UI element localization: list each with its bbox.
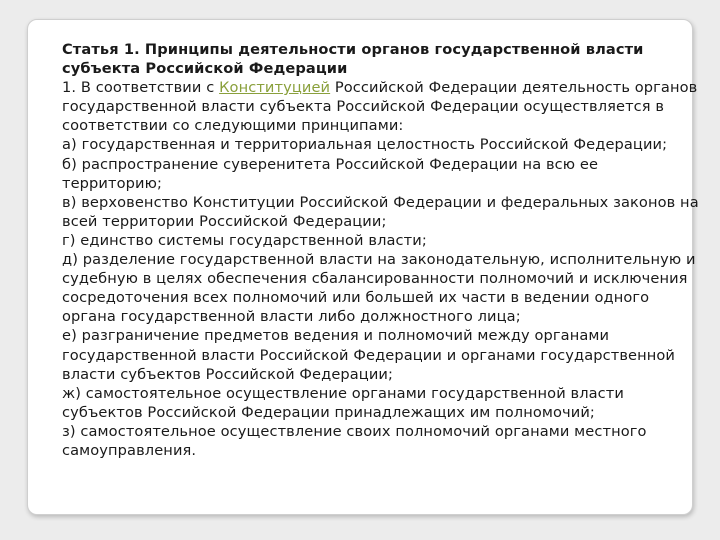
intro-paragraph xyxy=(62,78,702,135)
principle-item-v: в) верховенство Конституции Российской Федерации и федеральных законов на всей территории Российской Федерации; xyxy=(62,193,699,230)
constitution-link[interactable]: Конституцией xyxy=(219,79,331,97)
principle-item-e: е) разграничение предметов ведения и полномочий между органами государственной власти Российской Федерации и органами государственной власти субъектов Российской Федерации; xyxy=(62,327,676,383)
principle-item-g: г) единство системы государственной власти; xyxy=(62,231,427,249)
principle-item-zh: ж) самостоятельное осуществление органами государственной власти субъектов Российской Федерации принадлежащих им полномочий; xyxy=(62,384,624,421)
principle-item-b: б) распространение суверенитета Российской Федерации на всю ее территорию; xyxy=(62,155,599,192)
intro-after-link: Российской Федерации деятельность органов государственной власти субъекта Российской Федерации осуществляется в соответствии со следующими принципами: xyxy=(62,79,698,135)
principle-item-a: а) государственная и территориальная целостность Российской Федерации; xyxy=(62,136,668,154)
principle-item-d: д) разделение государственной власти на законодательную, исполнительную и судебную в целях обеспечения сбалансированности полномочий и исключения сосредоточения всех полномочий или большей их части в ведении одного органа государственной власти либо должностного лица; xyxy=(62,251,696,326)
intro-before-link: 1. В соответствии с xyxy=(62,79,220,97)
article-heading: Статья 1. Принципы деятельности органов государственной власти субъекта Российской Федерации xyxy=(62,41,644,78)
article-text xyxy=(62,40,702,460)
principle-item-z: з) самостоятельное осуществление своих полномочий органами местного самоуправления. xyxy=(62,422,647,459)
